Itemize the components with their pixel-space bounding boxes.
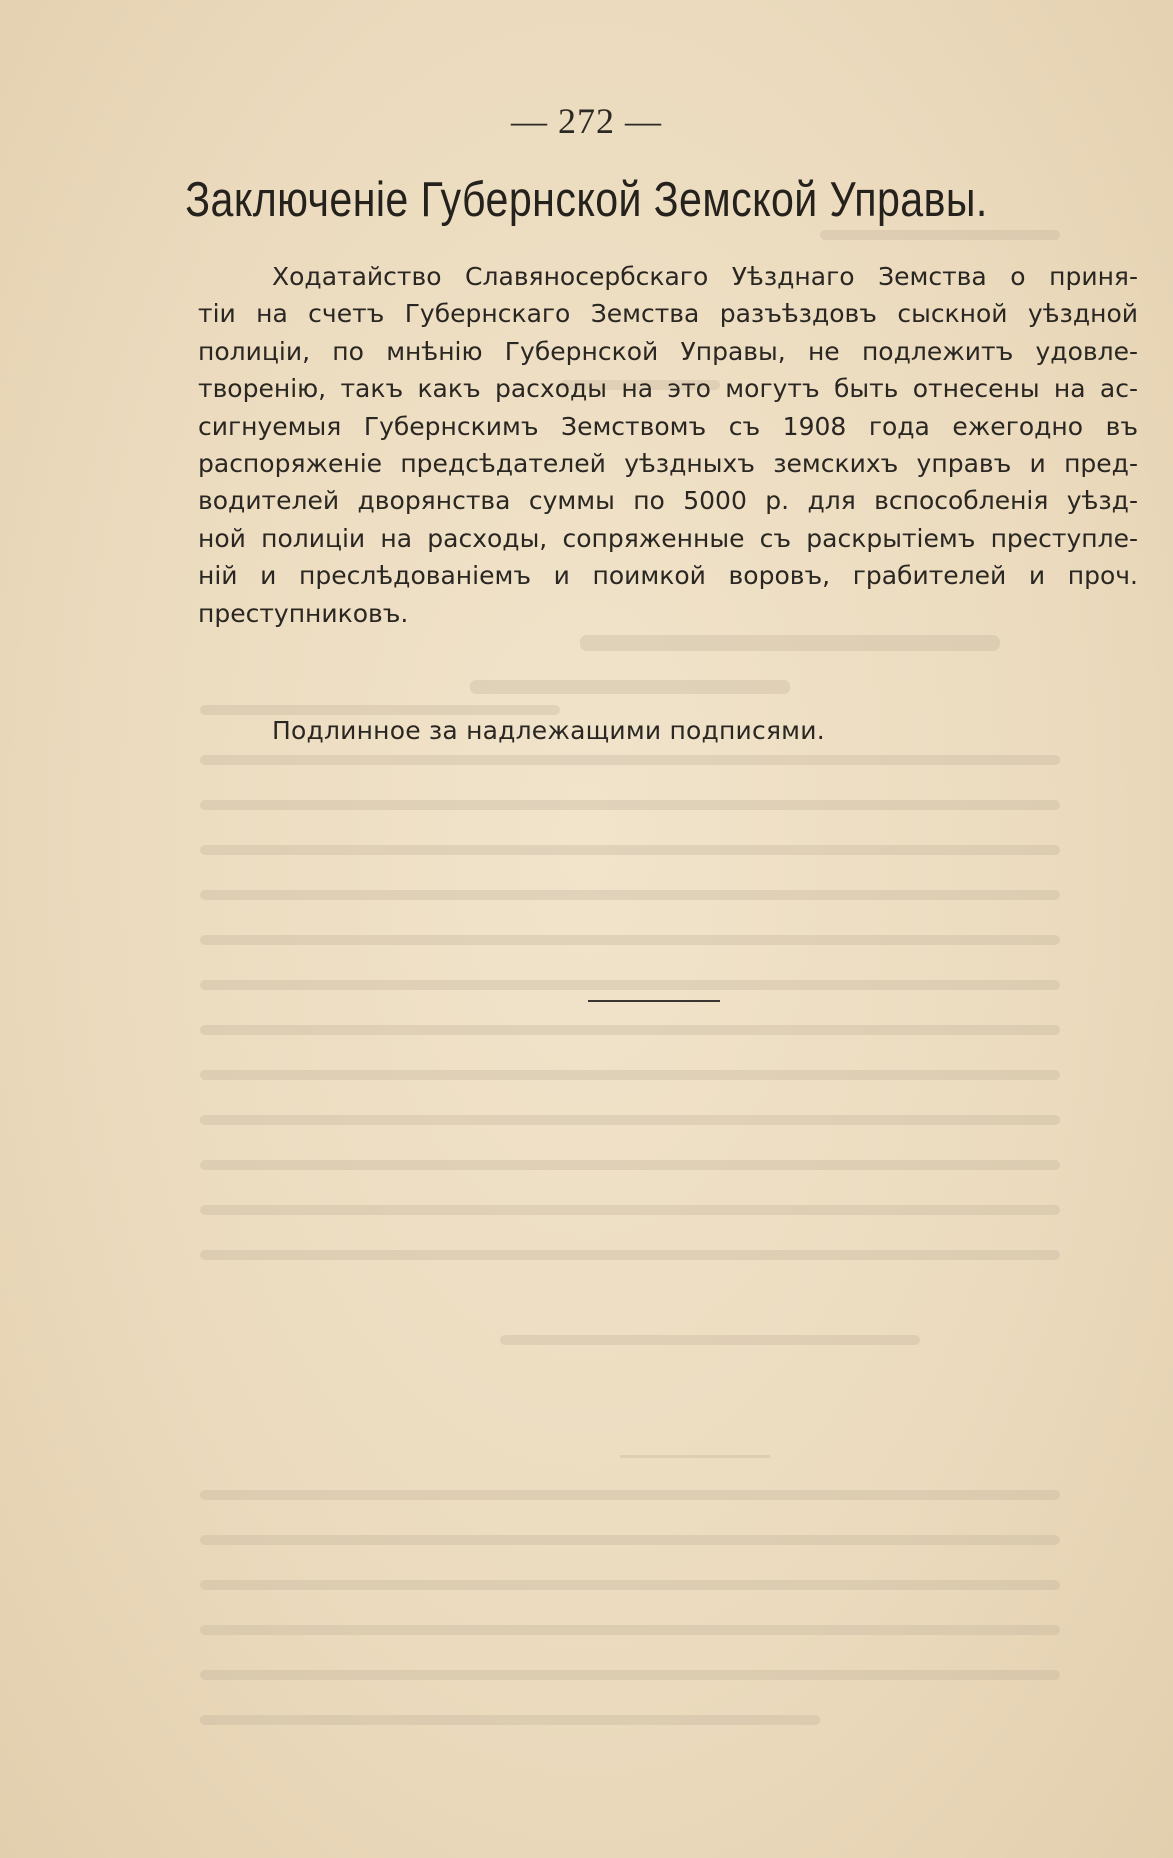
body-line: ній и преслѣдованіемъ и поимкой воровъ, грабителей и проч. <box>198 561 1138 591</box>
body-line: творенію, такъ какъ расходы на это могутъ быть отнесены на ас- <box>198 374 1138 404</box>
body-line: сигнуемыя Губернскимъ Земствомъ съ 1908 года ежегодно въ <box>198 411 1138 441</box>
body-line: Ходатайство Славяносербскаго Уѣзднаго Земства о приня- <box>272 262 1138 291</box>
signature-note: Подлинное за надлежащими подписями. <box>272 716 825 745</box>
body-line: водителей дворянства суммы по 5000 р. для вспособленія уѣзд- <box>198 486 1138 516</box>
body-line: полиціи, по мнѣнію Губернской Управы, не подлежитъ удовле- <box>198 336 1138 366</box>
document-title: Заключеніе Губернской Земской Управы. <box>185 173 988 227</box>
body-line: распоряженіе предсѣдателей уѣздныхъ земскихъ управъ и пред- <box>198 448 1138 478</box>
body-line: преступниковъ. <box>198 598 409 628</box>
body-line: ной полиціи на расходы, сопряженные съ раскрытіемъ преступле- <box>198 523 1138 553</box>
page-number: — 272 — <box>511 101 662 141</box>
body-paragraph <box>198 258 1138 632</box>
body-line: тіи на счетъ Губернскаго Земства разъѣздовъ сыскной уѣздной <box>198 299 1138 329</box>
section-divider <box>588 1000 720 1002</box>
